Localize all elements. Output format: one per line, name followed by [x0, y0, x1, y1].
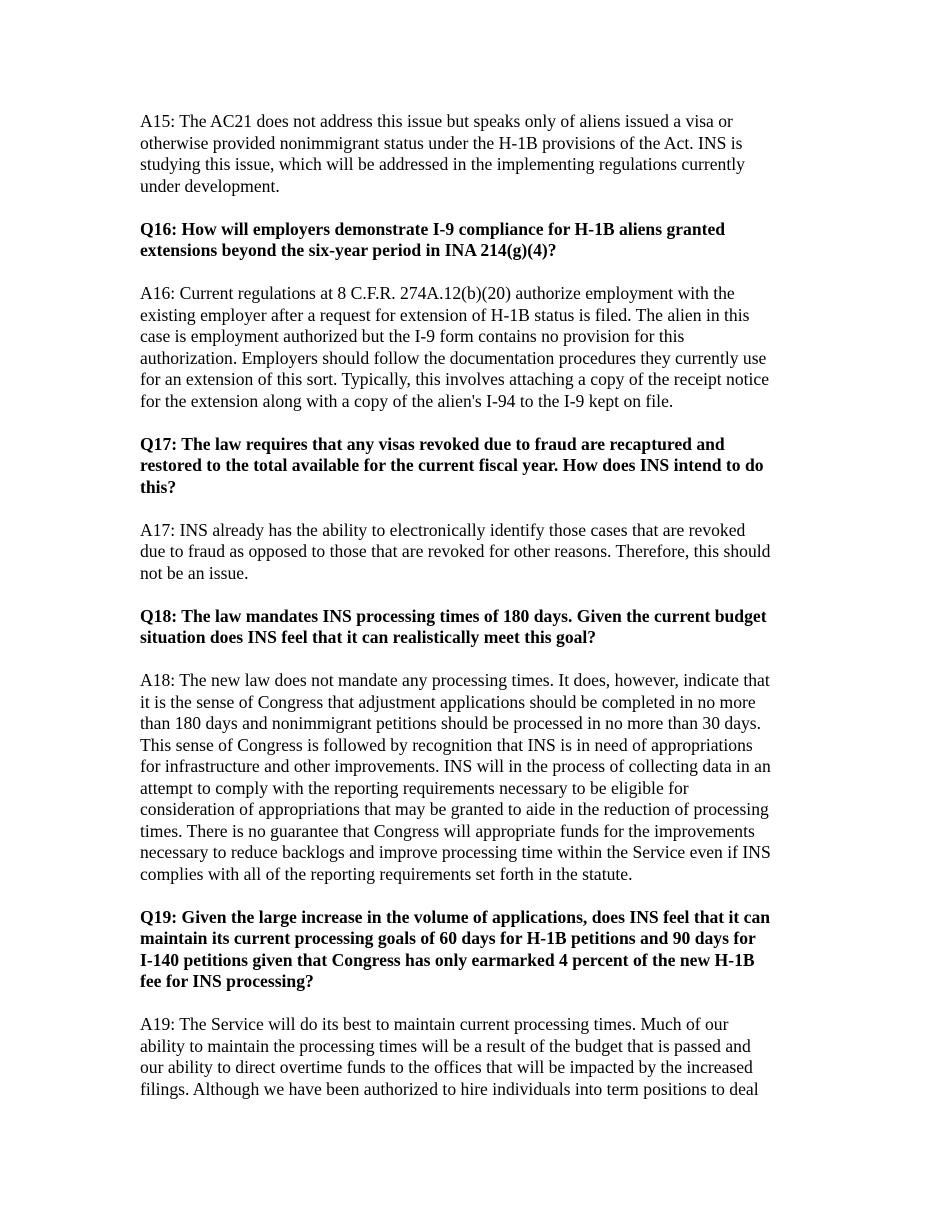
answer-a17: A17: INS already has the ability to electronically identify those cases that are revoked due to fraud as opposed to those that are revoked for other reasons. Therefore, this should not be an issue. — [140, 519, 771, 583]
answer-a18: A18: The new law does not mandate any processing times. It does, however, indicate that it is the sense of Congress that adjustment applications should be completed in no more than 180 days and nonimmigrant petitions should be processed in no more than 30 days. This sense of Congress is followed by recognition that INS is in need of appropriations for infrastructure and other improvements. INS will in the process of collecting data in an attempt to comply with the reporting requirements necessary to be eligible for consideration of appropriations that may be granted to aide in the reduction of processing times. There is no guarantee that Congress will appropriate funds for the improvements necessary to reduce backlogs and improve processing time within the Service even if INS complies with all of the reporting requirements set forth in the statute. — [140, 670, 771, 884]
answer-a16: A16: Current regulations at 8 C.F.R. 274A.12(b)(20) authorize employment with the existing employer after a request for extension of H-1B status is filed. The alien in this case is employment authorized but the I-9 form contains no provision for this authorization. Employers should follow the documentation procedures they currently use for an extension of this sort. Typically, this involves attaching a copy of the receipt notice for the extension along with a copy of the alien's I-94 to the I-9 kept on file. — [140, 283, 770, 411]
question-q17: Q17: The law requires that any visas revoked due to fraud are recaptured and restored to the total available for the current fiscal year. How does INS intend to do this? — [140, 433, 764, 497]
question-q19: Q19: Given the large increase in the volume of applications, does INS feel that it can maintain its current processing goals of 60 days for H-1B petitions and 90 days for I-140 petitions given that Congress has only earmarked 4 percent of the new H-1B fee for INS processing? — [140, 906, 771, 991]
document-page — [140, 111, 820, 1122]
answer-a19: A19: The Service will do its best to maintain current processing times. Much of our ability to maintain the processing times will be a result of the budget that is passed and our ability to direct overtime funds to the offices that will be impacted by the increased filings. Although we have been authorized to hire individuals into term positions to deal — [140, 1014, 759, 1099]
question-q16: Q16: How will employers demonstrate I-9 compliance for H-1B aliens granted extensions beyond the six-year period in INA 214(g)(4)? — [140, 218, 726, 260]
question-q18: Q18: The law mandates INS processing times of 180 days. Given the current budget situation does INS feel that it can realistically meet this goal? — [140, 605, 767, 647]
answer-a15: A15: The AC21 does not address this issue but speaks only of aliens issued a visa or otherwise provided nonimmigrant status under the H-1B provisions of the Act. INS is studying this issue, which will be addressed in the implementing regulations currently under development. — [140, 111, 745, 196]
